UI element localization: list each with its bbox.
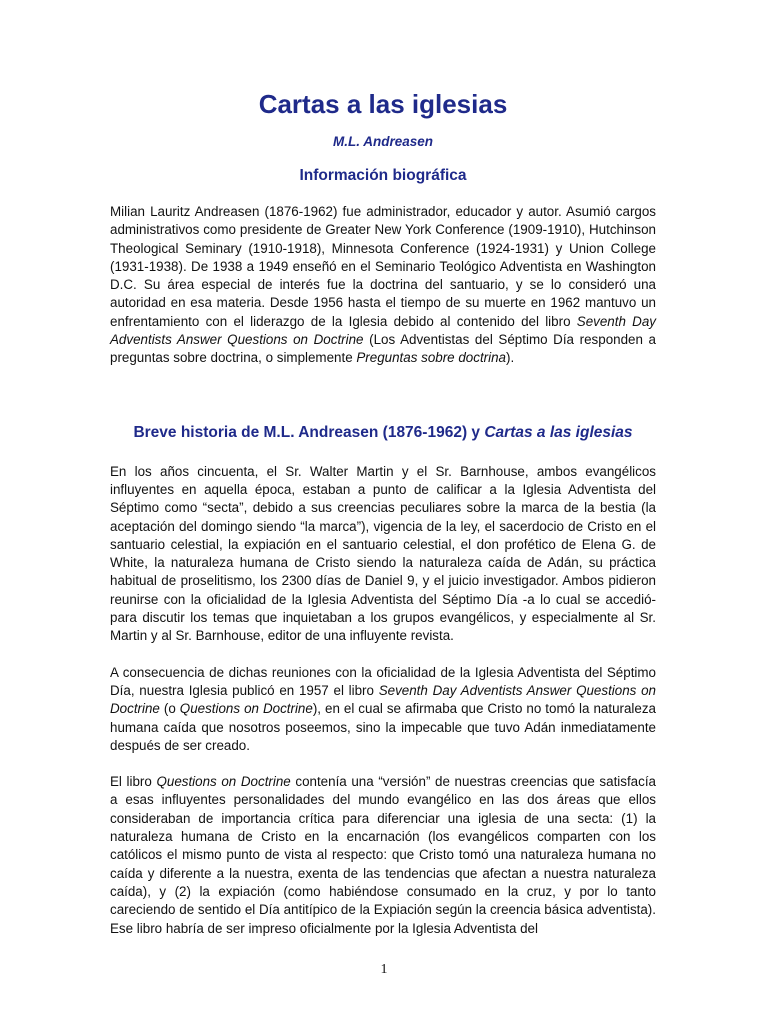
italic-run: Seventh Day Adventists Answer Questions on Doctrine <box>110 313 656 348</box>
text-run: (Los Adventistas del Séptimo Día responden a preguntas sobre doctrina, o simplemente <box>110 332 657 366</box>
text-run: (o <box>159 701 180 717</box>
document-title: Cartas a las iglesias <box>258 89 508 119</box>
text-run: A consecuencia de dichas reuniones con la oficialidad de la Iglesia Adventista del Séptimo Día, nuestra Iglesia publicó en 1957 el libro <box>110 664 656 698</box>
text-run: El libro <box>110 774 157 790</box>
text-run: ). <box>506 350 515 366</box>
italic-run: Preguntas sobre doctrina <box>356 350 506 366</box>
italic-run: Questions on Doctrine <box>179 701 313 717</box>
paragraph-history-3 <box>110 773 656 938</box>
italic-run: Seventh Day Adventists Answer Questions on Doctrine <box>110 682 656 717</box>
page-number: 1 <box>380 962 388 977</box>
italic-run: Questions on Doctrine <box>156 774 291 790</box>
section-heading-history <box>110 423 656 443</box>
paragraph-biography <box>110 203 656 368</box>
text-run: contenía una “versión” de nuestras creencias que satisfacía a esas influyentes personalidades del mundo evangélico en las dos áreas que ellos consideraban de importancia crítica para diferenciar una iglesia de una secta: (1) la naturaleza humana de Cristo en la encarnación (los evangélicos comparten con los católicos el mismo punto de vista al respecto: que Cristo tomó una naturaleza humana no caída y diferente a la nuestra, exenta de las tendencias que afectan a nuestra naturaleza caída), y (2) la expiación (como habiéndose consumado en la cruz, y por lo tanto careciendo de sentido el Día antitípico de la Expiación según la creencia básica adventista). Ese libro habría de ser impreso oficialmente por la Iglesia Adventista del <box>110 774 656 936</box>
text-run: En los años cincuenta, el Sr. Walter Martin y el Sr. Barnhouse, ambos evangélicos influyentes en aquella época, estaban a punto de calificar a la Iglesia Adventista del Séptimo como “secta”, debido a sus creencias peculiares sobre la marca de la bestia (la aceptación del domingo siendo “la marca”), vigencia de la ley, el sacerdocio de Cristo en el santuario celestial, la expiación en el santuario celestial, el don profético de Elena G. de White, la naturaleza humana de Cristo siendo la naturaleza caída de Adán, su práctica habitual de proselitismo, los 2300 días de Daniel 9, y el juicio investigador. Ambos pidieron reunirse con la oficialidad de la Iglesia Adventista del Séptimo Día -a lo cual se accedió- para discutir los temas que inquietaban a los grupos evangélicos, y especialmente al Sr. Martin y al Sr. Barnhouse, editor de una influyente revista. <box>110 463 656 644</box>
paragraph-history-1 <box>110 463 656 646</box>
section-heading-biography: Información biográfica <box>299 167 467 184</box>
section-heading-history-prefix: Breve historia de M.L. Andreasen (1876-1962) y <box>133 423 485 441</box>
text-run: Milian Lauritz Andreasen (1876-1962) fue administrador, educador y autor. Asumió cargos administrativos como presidente de Greater New York Conference (1909-1910), Hutchinson Theological Seminary (1910-1918), Minnesota Conference (1924-1931) y Union College (1931-1938). De 1938 a 1949 enseñó en el Seminario Teológico Adventista en Washington D.C. Su área especial de interés fue la doctrina del santuario, y se lo consideró una autoridad en esa materia. Desde 1956 hasta el tiempo de su muerte en 1962 mantuvo un enfrentamiento con el liderazgo de la Iglesia debido al contenido del libro <box>110 204 656 329</box>
paragraph-history-2 <box>110 664 656 755</box>
text-run: ), en el cual se afirmaba que Cristo no tomó la naturaleza humana caída que nosotros poseemos, sino la impecable que tuvo Adán inmediatamente después de ser creado. <box>110 701 656 753</box>
section-heading-history-italic: Cartas a las iglesias <box>484 423 633 441</box>
author-name: M.L. Andreasen <box>332 134 434 149</box>
